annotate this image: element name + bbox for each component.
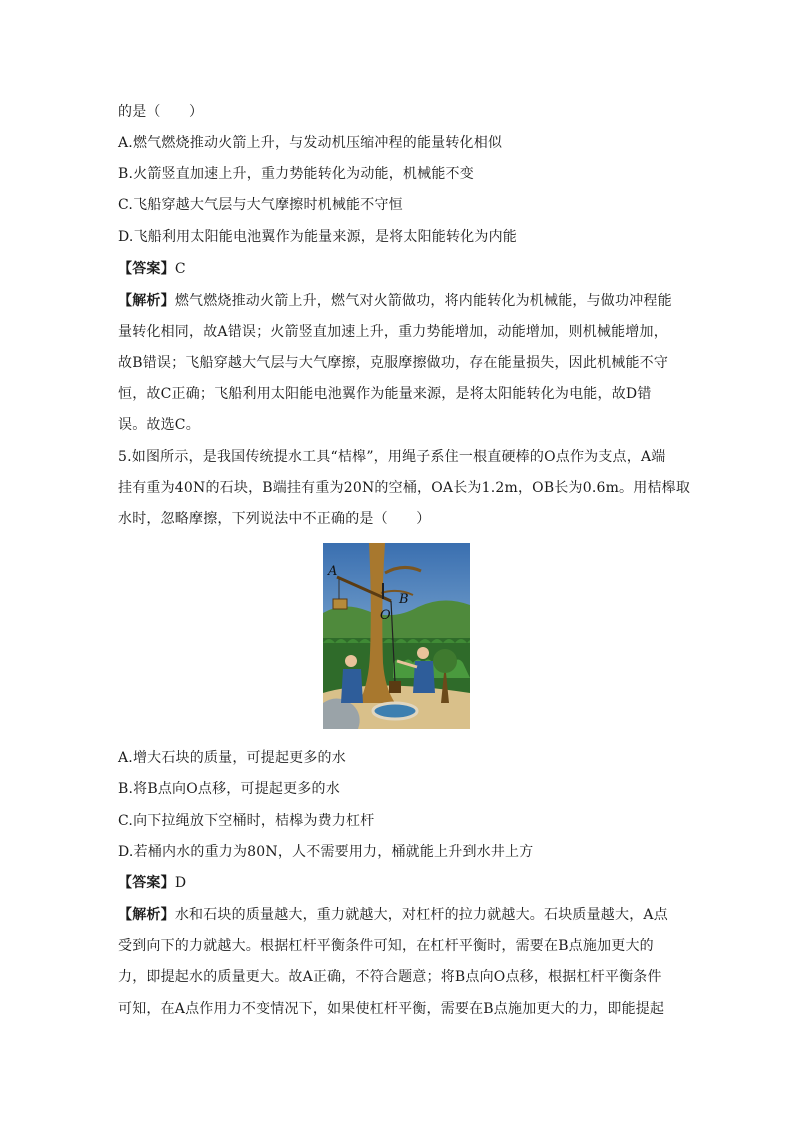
q5-option-d: D.若桶内水的重力为80N，人不需要用力，桶就能上升到水井上方 <box>118 844 534 860</box>
q4-answer-value: C <box>174 261 186 277</box>
q4-analysis-line-2: 量转化相同，故A错误；火箭竖直加速上升，重力势能增加，动能增加，则机械能增加， <box>118 324 668 340</box>
q4-analysis-line-3: 故B错误；飞船穿越大气层与大气摩擦，克服摩擦做功，存在能量损失，因此机械能不守 <box>118 355 669 371</box>
q5-option-c: C.向下拉绳放下空桶时，桔槔为费力杠杆 <box>118 813 375 829</box>
q4-option-d: D.飞船利用太阳能电池翼作为能量来源，是将太阳能转化为内能 <box>118 229 517 245</box>
q5-analysis-tag: 【解析】 <box>118 907 175 923</box>
q5-answer-tag: 【答案】 <box>118 875 175 891</box>
q5-analysis-line-4: 可知，在A点作用力不变情况下，如果使杠杆平衡，需要在B点施加更大的力，即能提起 <box>118 1001 665 1017</box>
q5-stem-line-3: 水时，忽略摩擦，下列说法中不正确的是（ ） <box>118 511 431 527</box>
label-a: A <box>328 564 338 579</box>
q4-analysis-line-1 <box>118 292 672 310</box>
q4-option-b: B.火箭竖直加速上升，重力势能转化为动能，机械能不变 <box>118 166 474 182</box>
label-o: O <box>380 608 391 623</box>
q4-analysis-line-4: 恒，故C正确；飞船利用太阳能电池翼作为能量来源，是将太阳能转化为电能，故D错 <box>118 386 652 402</box>
q5-analysis-line-1 <box>118 906 668 924</box>
q5-stem-line-1: 5.如图所示，是我国传统提水工具“桔槔”，用绳子系住一根直硬棒的O点作为支点，A端 <box>118 449 666 465</box>
q5-option-b: B.将B点向O点移，可提起更多的水 <box>118 781 340 797</box>
q4-answer <box>118 260 186 278</box>
q5-analysis-line-3: 力，即提起水的质量更大。故A正确，不符合题意；将B点向O点移，根据杠杆平衡条件 <box>118 969 662 985</box>
q4-stem-tail: 的是（ ） <box>118 104 204 120</box>
q5-answer-value: D <box>174 875 187 891</box>
q4-analysis-tag: 【解析】 <box>118 293 175 309</box>
q5-analysis-text: 水和石块的质量越大，重力就越大，对杠杆的拉力就越大。石块质量越大，A点 <box>174 907 668 923</box>
label-b: B <box>399 592 409 607</box>
q5-option-a: A.增大石块的质量，可提起更多的水 <box>118 750 346 766</box>
jiegao-illustration <box>323 543 470 729</box>
q4-analysis-line-5: 误。故选C。 <box>118 417 200 433</box>
q5-answer <box>118 874 186 892</box>
q5-stem-line-2: 挂有重为40N的石块，B端挂有重为20N的空桶，OA长为1.2m，OB长为0.6m。用桔槔取 <box>118 480 691 496</box>
q5-analysis-line-2: 受到向下的力就越大。根据杠杆平衡条件可知，在杠杆平衡时，需要在B点施加更大的 <box>118 938 654 954</box>
q4-analysis-text: 燃气燃烧推动火箭上升，燃气对火箭做功，将内能转化为机械能，与做功冲程能 <box>174 293 672 309</box>
q4-answer-tag: 【答案】 <box>118 261 175 277</box>
q4-option-c: C.飞船穿越大气层与大气摩擦时机械能不守恒 <box>118 197 403 213</box>
q4-option-a: A.燃气燃烧推动火箭上升，与发动机压缩冲程的能量转化相似 <box>118 135 503 151</box>
